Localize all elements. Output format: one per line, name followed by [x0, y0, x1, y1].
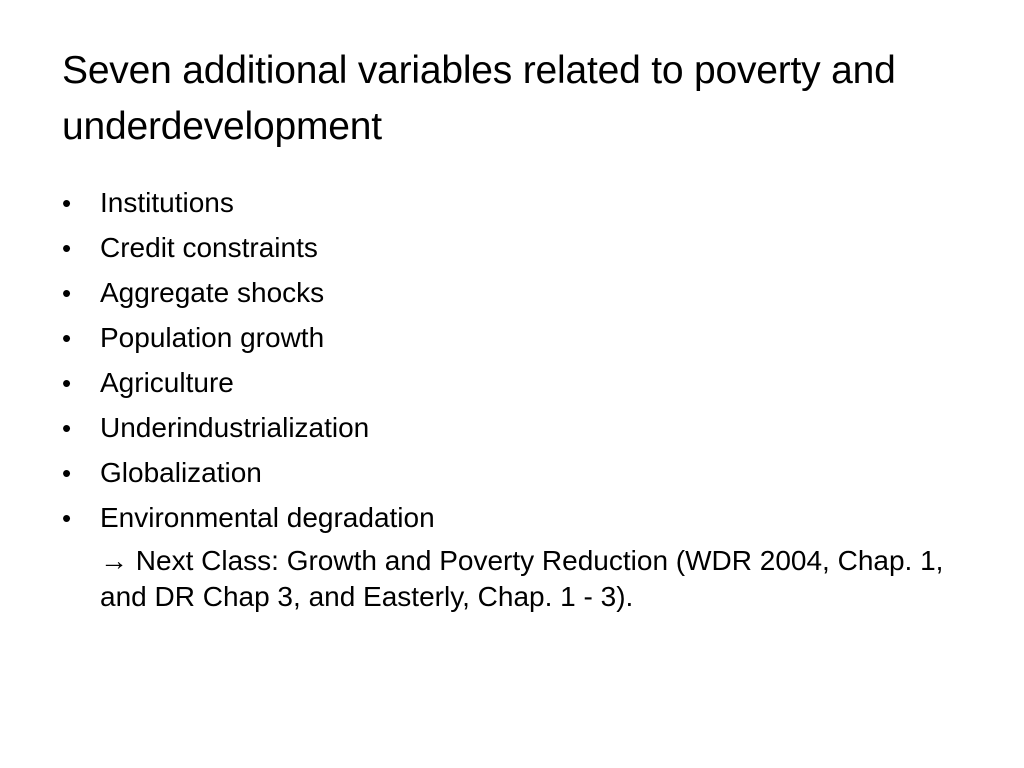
bullet-dot-icon: •: [62, 323, 72, 353]
bullet-label: Population growth: [100, 322, 325, 353]
bullet-item-environmental-degradation: [62, 495, 962, 540]
bullet-list: [62, 180, 962, 540]
bullet-item-agriculture: [62, 360, 962, 405]
bullet-item-underindustrialization: [62, 405, 962, 450]
bullet-dot-icon: •: [62, 233, 72, 263]
bullet-dot-icon: •: [62, 413, 72, 443]
bullet-dot-icon: •: [62, 503, 72, 533]
bullet-label: Agriculture: [100, 367, 234, 398]
bullet-label: Institutions: [100, 187, 234, 218]
bullet-dot-icon: •: [62, 188, 72, 218]
bullet-item-institutions: [62, 180, 962, 225]
bullet-label: Globalization: [100, 457, 262, 488]
bullet-label: Aggregate shocks: [100, 277, 325, 308]
bullet-label: Environmental degradation: [100, 502, 435, 533]
bullet-dot-icon: •: [62, 368, 72, 398]
next-class-note: → Next Class: Growth and Poverty Reduction (WDR 2004, Chap. 1, and DR Chap 3, and Easterly, Chap. 1 - 3).: [100, 545, 944, 612]
bullet-dot-icon: •: [62, 458, 72, 488]
bullet-dot-icon: •: [62, 278, 72, 308]
bullet-label: Underindustrialization: [100, 412, 370, 443]
bullet-item-aggregate-shocks: [62, 270, 962, 315]
slide-title: Seven additional variables related to poverty and underdevelopment: [62, 49, 896, 148]
bullet-label: Credit constraints: [100, 232, 318, 263]
bullet-item-credit-constraints: [62, 225, 962, 270]
bullet-item-globalization: [62, 450, 962, 495]
bullet-item-population-growth: [62, 315, 962, 360]
